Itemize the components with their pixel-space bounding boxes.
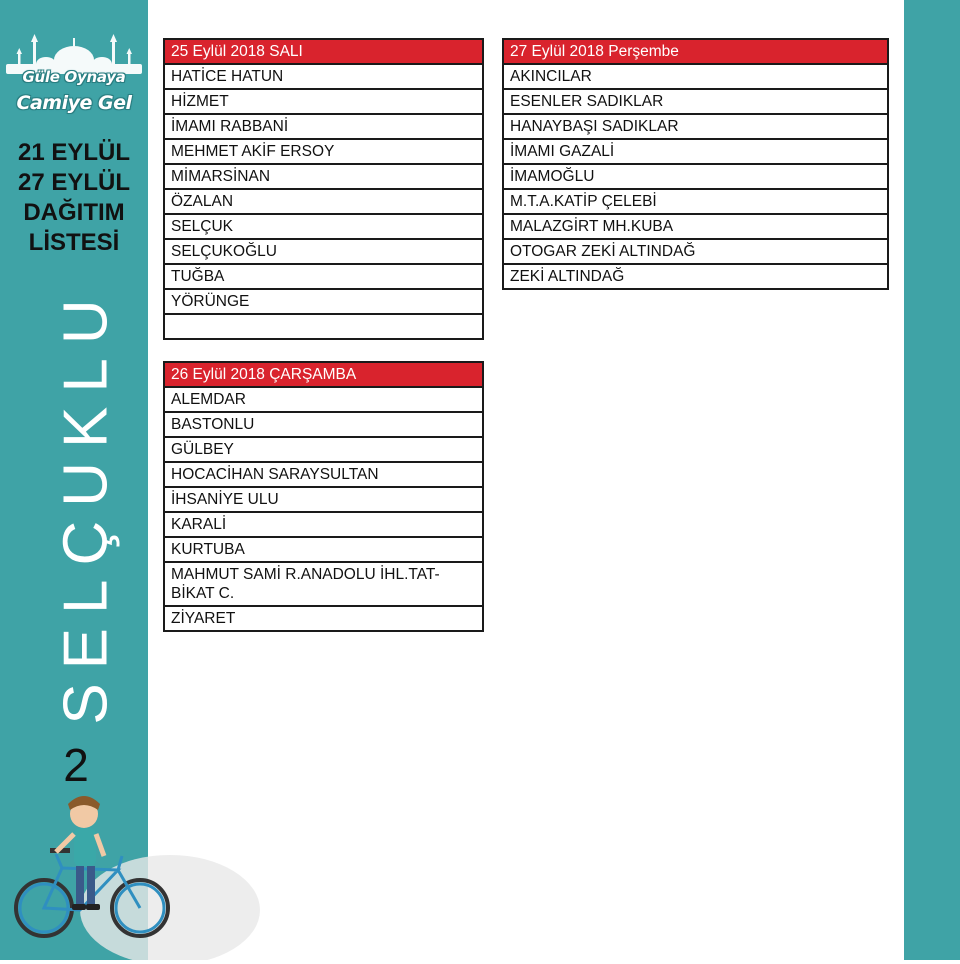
logo-text-line1: Güle Oynaya [22,68,126,86]
mosque-name: İMAMI RABBANİ [164,114,483,139]
list-header: 25 Eylül 2018 SALI [164,39,483,64]
list-row [164,487,483,512]
list-row [164,512,483,537]
list-row [164,314,483,339]
list-row [164,164,483,189]
district-name-text: SELÇUKLU [51,285,121,725]
list-row [164,114,483,139]
mosque-name: MALAZGİRT MH.KUBA [503,214,888,239]
list-row [164,139,483,164]
list-row [164,562,483,606]
mosque-name: MİMARSİNAN [164,164,483,189]
list-row [503,189,888,214]
list-row [164,537,483,562]
list-header-row [164,362,483,387]
mosque-name: BASTONLU [164,412,483,437]
mosque-name: OTOGAR ZEKİ ALTINDAĞ [503,239,888,264]
mosque-name: HANAYBAŞI SADIKLAR [503,114,888,139]
mosque-name: SELÇUK [164,214,483,239]
mosque-name: KARALİ [164,512,483,537]
mosque-name: HOCACİHAN SARAYSULTAN [164,462,483,487]
mosque-name: YÖRÜNGE [164,289,483,314]
list-row [503,89,888,114]
mosque-name: HATİCE HATUN [164,64,483,89]
mosque-name: İHSANİYE ULU [164,487,483,512]
mosque-name: AKINCILAR [503,64,888,89]
logo-text-line2: Camiye Gel [16,92,132,114]
list-row [503,239,888,264]
district-name-vertical [51,285,121,725]
mosque-name: ALEMDAR [164,387,483,412]
list-row [164,462,483,487]
list-row [503,164,888,189]
mosque-name: İMAMI GAZALİ [503,139,888,164]
logo [0,30,148,130]
page-number: 2 [63,739,89,791]
mosque-name: HİZMET [164,89,483,114]
mosque-name: MEHMET AKİF ERSOY [164,139,483,164]
mosque-name: M.T.A.KATİP ÇELEBİ [503,189,888,214]
list-row [164,89,483,114]
list-row [164,189,483,214]
title-line: 21 EYLÜL [17,139,131,166]
mosque-name: SELÇUKOĞLU [164,239,483,264]
title-line: DAĞITIM [23,199,125,226]
boy-with-bicycle-illustration [0,790,260,960]
list-27-september [502,38,889,290]
list-header-row [164,39,483,64]
list-row [164,289,483,314]
list-row [164,214,483,239]
list-row [164,437,483,462]
list-row [164,606,483,631]
mosque-name: ÖZALAN [164,189,483,214]
list-row [503,114,888,139]
mosque-name: TUĞBA [164,264,483,289]
list-25-september [163,38,484,340]
mosque-name: ZEKİ ALTINDAĞ [503,264,888,289]
list-row [164,387,483,412]
list-row [164,239,483,264]
list-row [503,139,888,164]
title-line: 27 EYLÜL [17,169,131,196]
list-header: 27 Eylül 2018 Perşembe [503,39,888,64]
mosque-name: ESENLER SADIKLAR [503,89,888,114]
list-row [164,264,483,289]
mosque-name: MAHMUT SAMİ R.ANADOLU İHL.TAT-BİKAT C. [164,562,483,606]
empty-cell [164,314,483,339]
mosque-name: İMAMOĞLU [503,164,888,189]
list-header-row [503,39,888,64]
list-row [164,64,483,89]
list-row [503,214,888,239]
list-row [503,64,888,89]
title-line: LİSTESİ [28,229,120,256]
list-26-september [163,361,484,632]
right-decorative-strip [904,0,960,960]
mosque-name: KURTUBA [164,537,483,562]
list-row [503,264,888,289]
mosque-name: GÜLBEY [164,437,483,462]
list-header: 26 Eylül 2018 ÇARŞAMBA [164,362,483,387]
list-row [164,412,483,437]
distribution-list-title [0,138,148,258]
mosque-name: ZİYARET [164,606,483,631]
